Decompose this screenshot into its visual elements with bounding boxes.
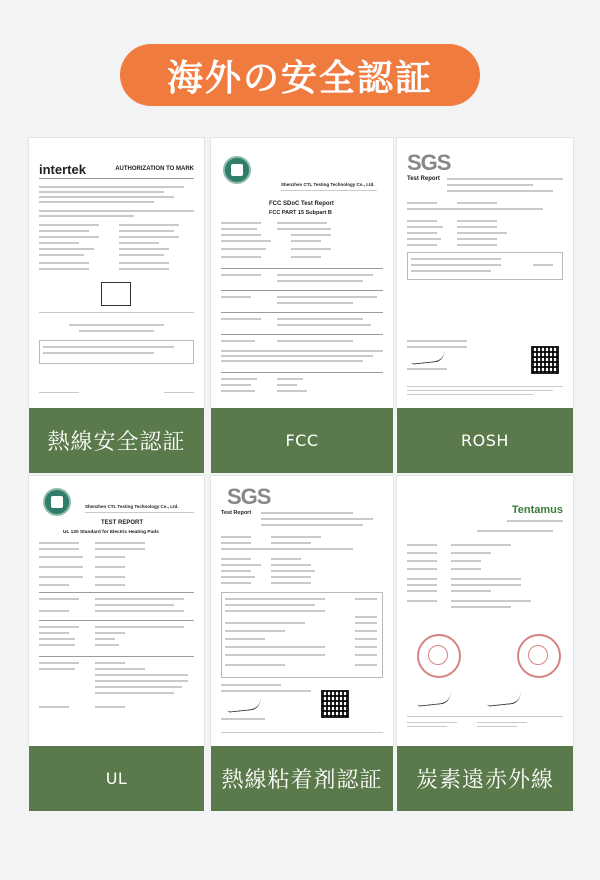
document-title: AUTHORIZATION TO MARK bbox=[115, 166, 194, 172]
certificate-label-carbon-far-infrared: 炭素遠赤外線 bbox=[397, 746, 573, 811]
certificate-label-rosh: ROSH bbox=[397, 408, 573, 473]
certificate-card-carbon-far-infrared bbox=[397, 476, 573, 746]
qr-code bbox=[321, 690, 349, 718]
certificate-card-thermal-safety bbox=[29, 138, 204, 408]
ctl-logo-icon bbox=[43, 488, 71, 516]
official-seal-icon bbox=[417, 634, 461, 678]
brand-name: Shenzhen CTL Testing Technology Co., Ltd. bbox=[85, 504, 179, 509]
certificate-document-preview bbox=[39, 146, 194, 400]
qr-code bbox=[531, 346, 559, 374]
document-title: Test Report bbox=[221, 510, 252, 516]
certificate-card-heater-adhesive bbox=[211, 476, 393, 746]
document-subtitle: UL 130 Standard for Electric Heating Pads bbox=[63, 530, 159, 535]
document-title: Test Report bbox=[407, 176, 440, 182]
certificate-document-preview bbox=[221, 146, 383, 400]
page-title: 海外の安全認証 bbox=[120, 44, 480, 106]
certificate-label-thermal-safety: 熱線安全認証 bbox=[29, 408, 204, 473]
certificate-document-preview bbox=[407, 146, 563, 400]
certificate-card-ul bbox=[29, 476, 204, 746]
document-subtitle: FCC PART 15 Subpart B bbox=[269, 210, 332, 216]
certificate-label-heater-adhesive: 熱線粘着剤認証 bbox=[211, 746, 393, 811]
document-title: FCC SDoC Test Report bbox=[269, 201, 334, 207]
certificate-document-preview bbox=[221, 484, 383, 738]
certificate-document-preview bbox=[39, 484, 194, 738]
brand-logo: SGS bbox=[407, 150, 451, 175]
certificate-document-preview bbox=[407, 484, 563, 738]
certificate-label-ul: UL bbox=[29, 746, 204, 811]
document-title: TEST REPORT bbox=[101, 520, 144, 526]
brand-logo: SGS bbox=[227, 484, 271, 509]
brand-name: Shenzhen CTL Testing Technology Co., Ltd. bbox=[281, 182, 375, 187]
brand-logo: Tentamus bbox=[511, 504, 563, 516]
ctl-logo-icon bbox=[223, 156, 251, 184]
certificate-label-fcc: FCC bbox=[211, 408, 393, 473]
certificate-card-fcc bbox=[211, 138, 393, 408]
brand-logo: intertek bbox=[39, 162, 86, 177]
official-seal-icon bbox=[517, 634, 561, 678]
certificate-card-rosh bbox=[397, 138, 573, 408]
